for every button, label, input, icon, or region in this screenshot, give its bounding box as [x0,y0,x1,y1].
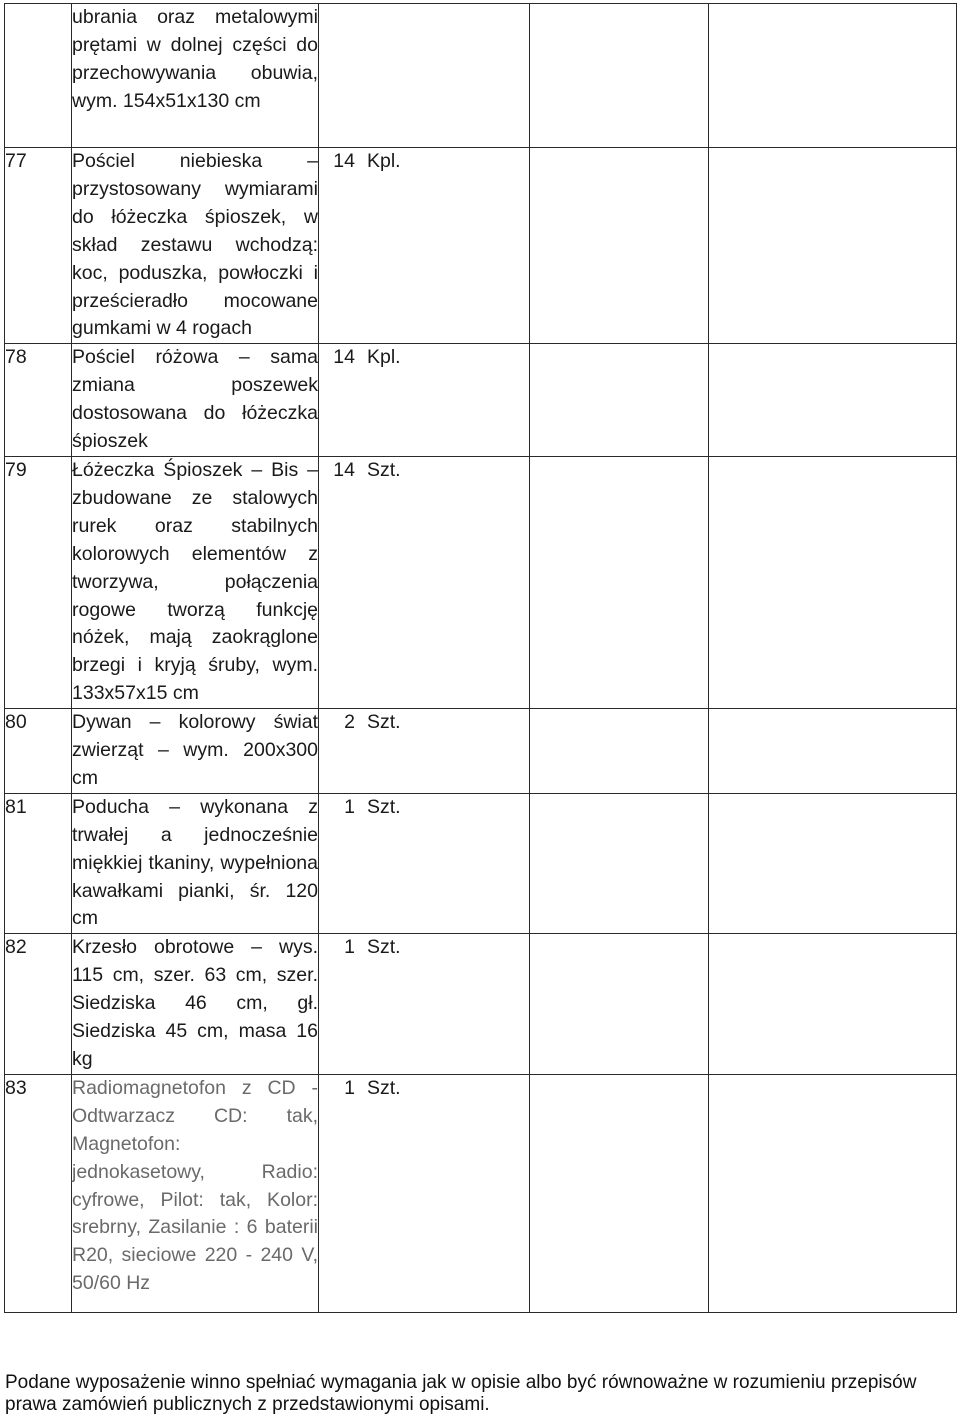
item-description: Poducha – wykonana z trwałej a jednocześnie miękkiej tkaniny, wypełniona kawałkami pianki, śr. 120 cm [72,795,318,930]
empty-cell [709,793,957,934]
empty-cell [709,148,957,344]
item-number: 82 [5,936,27,959]
quantity-value: 1 [344,936,355,959]
item-description: Krzesło obrotowe – wys. 115 cm, szer. 63 cm, szer. Siedziska 46 cm, gł. Siedziska 45 cm, masa 16 kg [72,936,318,1070]
item-quantity [319,936,401,958]
item-quantity [319,459,401,481]
empty-cell [709,344,957,457]
quantity-unit: Szt. [367,711,401,734]
table-row [5,344,957,457]
empty-cell [709,4,957,148]
item-description: Radiomagnetofon z CD - Odtwarzacz CD: tak, Magnetofon: jednokasetowy, Radio: cyfrowe, Pilot: tak, Kolor: srebrny, Zasilanie : 6 baterii R20, sieciowe 220 - 240 V, 50/60 Hz [72,1076,318,1295]
quantity-value: 14 [333,458,355,481]
empty-cell [530,793,709,934]
item-quantity [319,1077,401,1099]
empty-cell [709,456,957,708]
empty-cell [709,1074,957,1312]
empty-cell [530,148,709,344]
item-number: 78 [5,346,27,369]
item-number: 77 [5,150,27,172]
item-description-cell [72,4,319,148]
item-description: Dywan – kolorowy świat zwierząt – wym. 200x300 cm [72,711,318,789]
quantity-value: 14 [333,150,355,172]
item-quantity [319,711,401,733]
empty-cell [530,709,709,794]
quantity-value: 1 [344,1076,355,1099]
equipment-table [4,3,957,1313]
quantity-value: 1 [344,795,355,818]
item-description: Pościel niebieska – przystosowany wymiarami do łóżeczka śpioszek, w skład zestawu wchodzą: koc, poduszka, powłoczki i prześcieradło mocowane gumkami w 4 rogach [72,150,318,340]
empty-cell [709,934,957,1075]
empty-cell [530,344,709,457]
table-row [5,709,957,794]
table-row [5,1074,957,1312]
table-row [5,456,957,708]
quantity-unit: Kpl. [367,150,401,172]
table-row [5,793,957,934]
item-quantity [319,346,401,368]
quantity-unit: Kpl. [367,346,401,369]
quantity-value: 14 [333,346,355,369]
item-number: 81 [5,795,27,818]
quantity-value: 2 [344,711,355,734]
table-row [5,148,957,344]
item-number-cell [5,4,72,148]
item-quantity-cell [319,4,530,148]
item-number: 80 [5,711,27,734]
quantity-unit: Szt. [367,1076,401,1099]
item-quantity [319,796,401,818]
empty-cell [530,456,709,708]
table-row [5,934,957,1075]
item-description: ubrania oraz metalowymi prętami w dolnej części do przechowywania obuwia, wym. 154x51x130 cm [72,6,318,112]
item-description: Pościel różowa – sama zmiana poszewek dostosowana do łóżeczka śpioszek [72,346,318,453]
quantity-unit: Szt. [367,458,401,481]
quantity-unit: Szt. [367,936,401,959]
item-quantity [319,150,401,172]
item-description: Łóżeczka Śpioszek – Bis – zbudowane ze stalowych rurek oraz stabilnych kolorowych elementów z tworzywa, połączenia rogowe tworzą funkcję nóżek, mają zaokrąglone brzegi i kryją śruby, wym. 133x57x15 cm [72,458,318,705]
empty-cell [530,934,709,1075]
empty-cell [530,1074,709,1312]
empty-cell [530,4,709,148]
quantity-unit: Szt. [367,795,401,818]
table-row [5,4,957,148]
footer-note: Podane wyposażenie winno spełniać wymagania jak w opisie albo być równoważne w rozumieniu przepisów prawa zamówień publicznych z przedstawionymi opisami. [5,1372,917,1415]
empty-cell [709,709,957,794]
item-number: 83 [5,1076,27,1099]
item-number: 79 [5,458,27,481]
